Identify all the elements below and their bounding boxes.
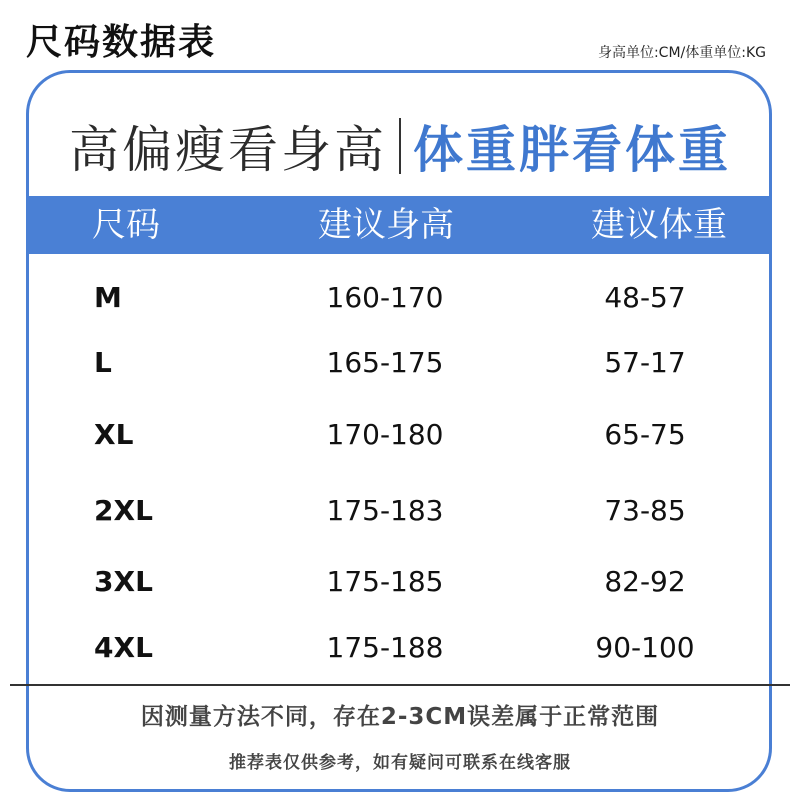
height-cell: 160-170	[326, 281, 444, 314]
size-cell: 3XL	[94, 565, 153, 598]
height-cell: 175-188	[326, 631, 444, 664]
height-cell: 175-185	[326, 565, 444, 598]
height-cell: 175-183	[326, 494, 444, 527]
slogan	[0, 108, 800, 184]
table-row	[0, 278, 800, 318]
header-height: 建议身高	[318, 205, 454, 245]
size-cell: L	[94, 346, 112, 379]
weight-cell: 90-100	[595, 631, 695, 664]
size-cell: 2XL	[94, 494, 153, 527]
table-row	[0, 491, 800, 531]
slogan-left: 高偏瘦看身高	[69, 121, 387, 179]
size-cell: 4XL	[94, 631, 153, 664]
table-row	[0, 628, 800, 668]
table-row	[0, 415, 800, 455]
height-cell: 165-175	[326, 346, 444, 379]
weight-cell: 65-75	[604, 418, 686, 451]
weight-cell: 82-92	[604, 565, 686, 598]
measurement-note: 因测量方法不同，存在2-3CM误差属于正常范围	[140, 704, 660, 730]
table-row	[0, 562, 800, 602]
weight-cell: 48-57	[604, 281, 686, 314]
size-cell: XL	[94, 418, 134, 451]
contact-note: 推荐表仅供参考，如有疑问可联系在线客服	[229, 753, 571, 773]
size-cell: M	[94, 281, 122, 314]
slogan-right: 体重胖看体重	[413, 121, 731, 179]
page-title: 尺码数据表	[26, 22, 217, 63]
weight-cell: 57-17	[604, 346, 686, 379]
slogan-divider	[399, 118, 401, 174]
unit-note: 身高单位:CM/体重单位:KG	[597, 45, 766, 61]
weight-cell: 73-85	[604, 494, 686, 527]
header-weight: 建议体重	[591, 205, 727, 245]
header-size: 尺码	[92, 205, 160, 245]
divider	[10, 684, 790, 686]
table-row	[0, 343, 800, 383]
height-cell: 170-180	[326, 418, 444, 451]
